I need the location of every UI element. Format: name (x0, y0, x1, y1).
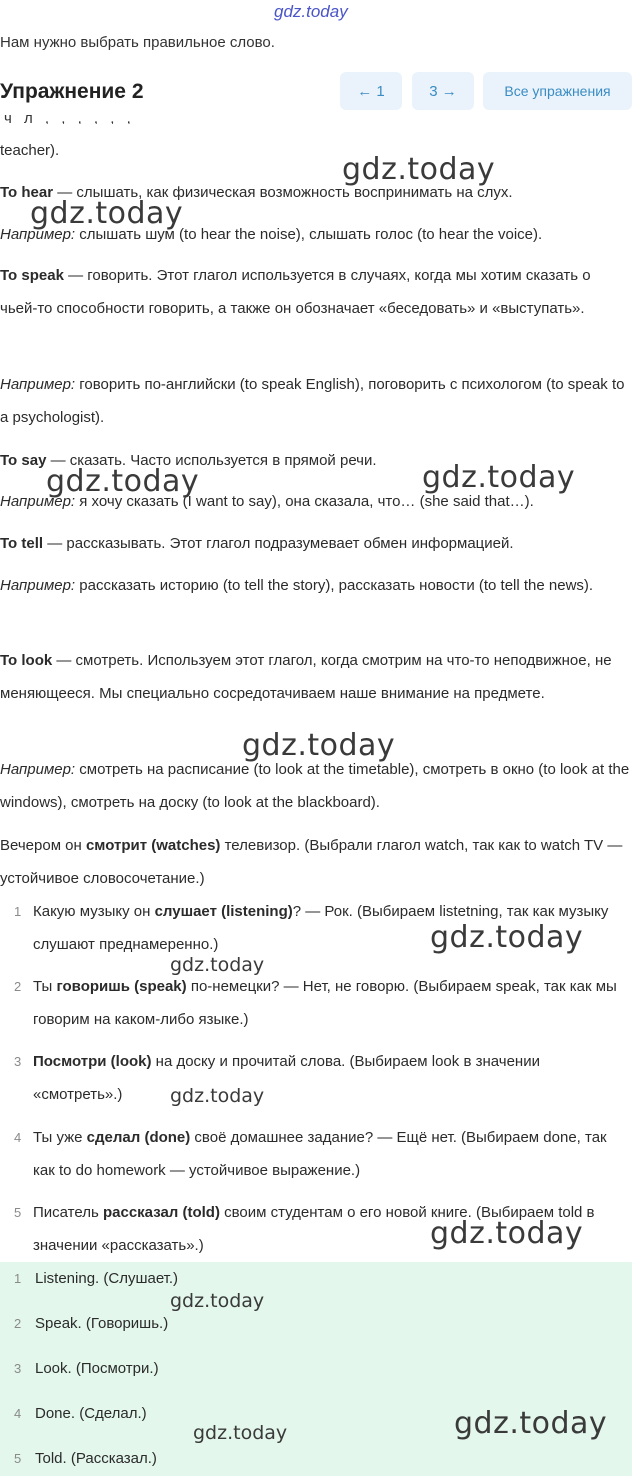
answer-number: 4 (14, 1406, 22, 1421)
watermark: gdz.today (454, 1406, 608, 1441)
paragraph: Вечером он смотрит (watches) телевизор. (Выбрали глагол watch, так как to watch TV — устойчивое словосочетание.) (0, 837, 623, 887)
paragraph: Например: смотреть на расписание (to look at the timetable), смотреть в окно (to look at the windows), смотреть на доску (to look at the blackboard). (0, 761, 630, 811)
page-title: Упражнение 2 (0, 80, 144, 103)
paragraph: To speak — говорить. Этот глагол используется в случаях, когда мы хотим сказать о чьей-то способности говорить, а также он обозначает «беседовать» и «выступать». (0, 267, 591, 317)
watermark: gdz.today (430, 920, 584, 955)
paragraph: To hear — слышать, как физическая возможность воспринимать на слух. (0, 184, 513, 201)
paragraph: Например: рассказать историю (to tell the story), рассказать новости (to tell the news). (0, 577, 594, 594)
paragraph: Например: я хочу сказать (I want to say), она сказала, что… (she said that…). (0, 493, 534, 510)
list-item-number: 5 (14, 1205, 22, 1220)
watermark: gdz.today (170, 954, 265, 976)
watermark: gdz.today (342, 152, 496, 187)
clipped-text-line: ч л , , , , , , (4, 110, 135, 124)
list-item-text: Писатель рассказал (told) своим студентам о его новой книге. (Выбираем told в значении «рассказать».) (33, 1204, 595, 1254)
list-item-number: 2 (14, 979, 22, 994)
watermark: gdz.today (422, 460, 576, 495)
prev-exercise-button[interactable]: ← 1 (340, 72, 402, 110)
answer-number: 2 (14, 1316, 22, 1331)
answer-item (0, 1264, 632, 1294)
all-exercises-button[interactable]: Все упражнения (483, 72, 632, 110)
answer-item (0, 1354, 632, 1384)
list-item-text: Какую музыку он слушает (listening)? — Рок. (Выбираем listetning, так как музыку слушают преднамеренно.) (33, 903, 609, 953)
watermark: gdz.today (193, 1422, 288, 1444)
answer-number: 3 (14, 1361, 22, 1376)
answer-text: Listening. (Слушает.) (35, 1270, 179, 1287)
answer-text: Look. (Посмотри.) (35, 1360, 159, 1377)
answer-item (0, 1309, 632, 1339)
list-item-text: Ты уже сделал (done) своё домашнее задание? — Ещё нет. (Выбираем done, так как to do homework — устойчивое выражение.) (33, 1129, 607, 1179)
list-item-text: Посмотри (look) на доску и прочитай слова. (Выбираем look в значении «смотреть».) (33, 1053, 540, 1103)
paragraph: Например: слышать шум (to hear the noise), слышать голос (to hear the voice). (0, 226, 543, 243)
intro-text: Нам нужно выбрать правильное слово. (0, 34, 275, 51)
watermark: gdz.today (170, 1290, 265, 1312)
watermark: gdz.today (170, 1085, 265, 1107)
list-item-number: 1 (14, 904, 22, 919)
watermark: gdz.today (242, 728, 396, 763)
answer-text: Done. (Сделал.) (35, 1405, 147, 1422)
answers-block (0, 1262, 632, 1476)
list-item-number: 4 (14, 1130, 22, 1145)
site-logo: gdz.today (274, 2, 348, 21)
answer-text: Told. (Рассказал.) (35, 1450, 157, 1467)
paragraph: To look — смотреть. Используем этот глагол, когда смотрим на что-то неподвижное, не меняющееся. Мы специально сосредотачиваем наше внимание на предмете. (0, 652, 612, 702)
answer-number: 5 (14, 1451, 22, 1466)
list-item-text: Ты говоришь (speak) по-немецки? — Нет, не говорю. (Выбираем speak, так как мы говорим на каком-либо языке.) (33, 978, 617, 1028)
answer-text: Speak. (Говоришь.) (35, 1315, 169, 1332)
answer-number: 1 (14, 1271, 22, 1286)
watermark: gdz.today (30, 196, 184, 231)
paragraph: To say — сказать. Часто используется в прямой речи. (0, 452, 377, 469)
next-exercise-button[interactable]: 3 → (412, 72, 474, 110)
watermark: gdz.today (430, 1216, 584, 1251)
paragraph: teacher). (0, 142, 60, 159)
paragraph: To tell — рассказывать. Этот глагол подразумевает обмен информацией. (0, 535, 514, 552)
answer-item (0, 1444, 632, 1474)
list-item-number: 3 (14, 1054, 22, 1069)
paragraph: Например: говорить по-английски (to speak English), поговорить с психологом (to speak to a psychologist). (0, 376, 625, 426)
watermark: gdz.today (46, 464, 200, 499)
